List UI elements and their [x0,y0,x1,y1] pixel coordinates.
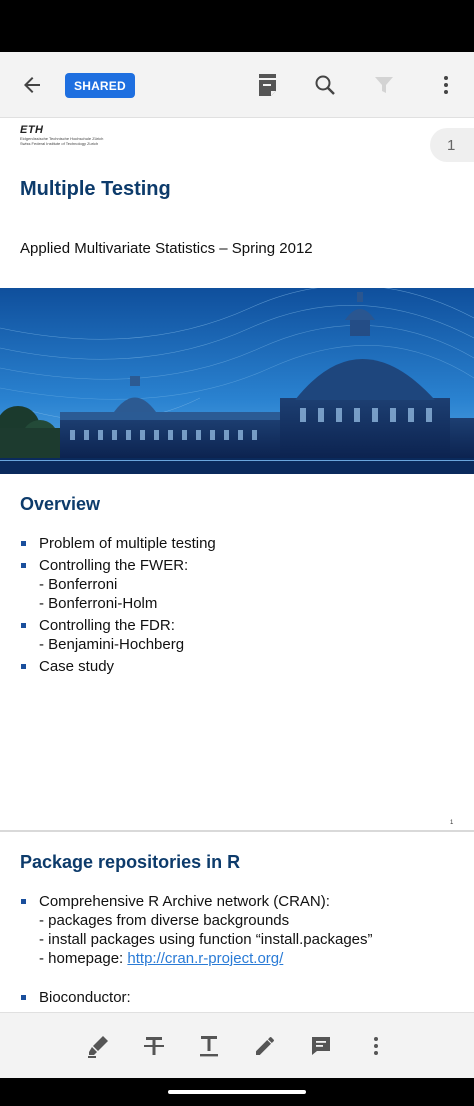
bullet-text: Controlling the FDR: [39,617,175,634]
page-number-indicator: 1 [430,128,474,162]
slide-title: Multiple Testing [20,178,171,200]
homepage-label: - homepage: [39,950,128,967]
sub-bullet-text: - Bonferroni-Holm [39,595,158,612]
bullet-text: Problem of multiple testing [39,535,216,552]
pencil-icon[interactable] [249,1030,281,1062]
list-item [20,892,470,968]
slide-title: Package repositories in R [20,852,241,872]
comment-icon[interactable] [305,1030,337,1062]
list-item [20,616,460,654]
document-page-2 [0,832,474,1012]
list-item [20,556,460,613]
annotation-toolbar [0,1012,474,1078]
underline-text-icon[interactable] [193,1030,225,1062]
sub-bullet-text: - Benjamini-Hochberg [39,636,185,653]
shared-badge[interactable]: SHARED [65,73,135,98]
sub-bullet-homepage [39,949,470,968]
system-navigation-bar [0,1078,474,1106]
overview-heading: Overview [20,494,101,514]
back-arrow-icon[interactable] [12,65,52,105]
eth-logo-line-1: Eidgenössische Technische Hochschule Zürich [20,136,104,141]
home-gesture-handle[interactable] [168,1090,306,1094]
repositories-bullet-list [20,892,470,1007]
sub-bullet-text: - packages from diverse backgrounds [39,912,290,929]
sub-bullet-text: - Bonferroni [39,576,118,593]
eth-logo-mark: ETH [20,124,44,136]
highlighter-icon[interactable] [82,1030,114,1062]
bullet-text: Controlling the FWER: [39,557,189,574]
sub-bullet-text: - install packages using function “install.packages” [39,931,373,948]
strikethrough-icon[interactable] [138,1030,170,1062]
more-vert-icon[interactable] [360,1030,392,1062]
overview-bullet-list [20,534,460,679]
bullet-text: Comprehensive R Archive network (CRAN): [39,893,330,910]
slide-subtitle: Applied Multivariate Statistics – Spring 2012 [20,240,313,257]
more-vert-icon[interactable] [426,65,466,105]
document-page-1 [0,118,474,830]
eth-logo [20,124,103,146]
search-icon[interactable] [305,65,345,105]
bullet-text: Bioconductor: [39,989,131,1006]
document-viewer[interactable] [0,118,474,1012]
view-mode-icon[interactable] [248,65,288,105]
eth-logo-line-2: Swiss Federal Institute of Technology Zurich [20,141,99,146]
filter-icon[interactable] [364,65,404,105]
eth-building-banner-image [0,288,474,474]
list-item [20,657,460,676]
list-item [20,534,460,553]
list-item [20,988,470,1007]
slide-footer-page-number: 1 [450,820,454,826]
status-bar [0,0,474,52]
bullet-text: Case study [39,658,115,675]
top-app-bar [0,52,474,118]
cran-homepage-link[interactable]: http://cran.r-project.org/ [127,950,284,967]
